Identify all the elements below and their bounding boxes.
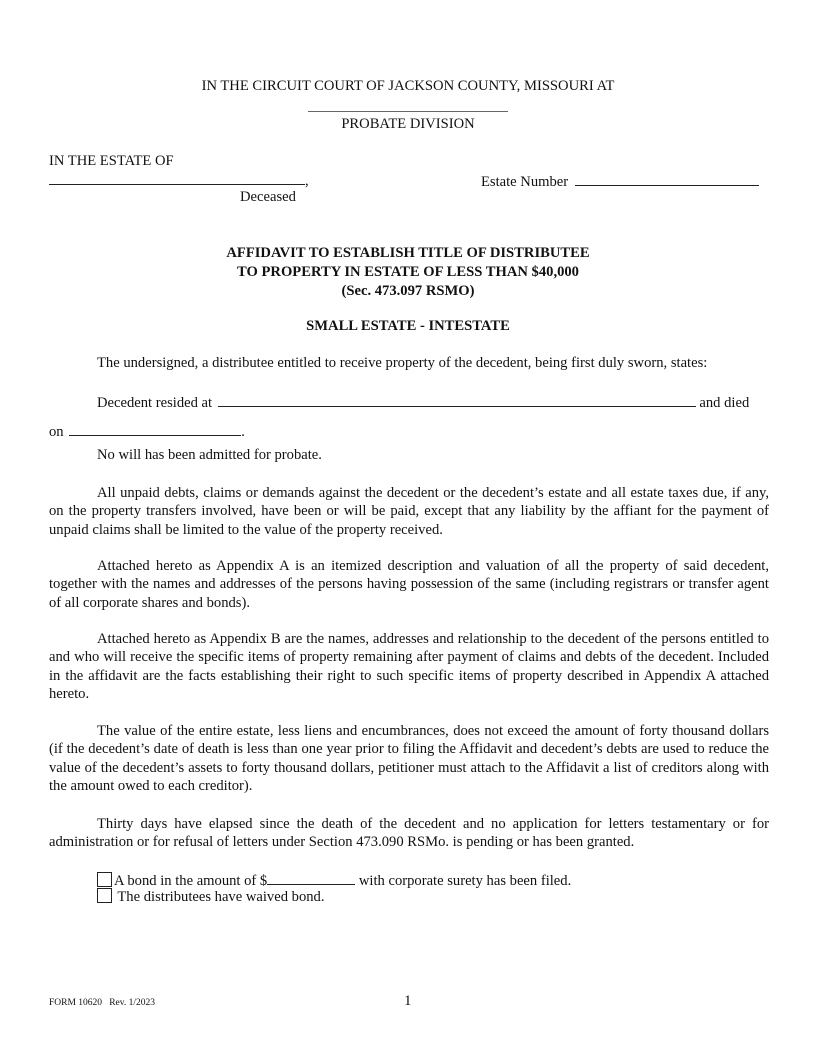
county-location-field[interactable] <box>308 96 508 112</box>
bond-waived-checkbox[interactable] <box>97 888 112 903</box>
on-label: on <box>49 424 64 440</box>
affidavit-title-line3: (Sec. 473.097 RSMO) <box>341 283 475 299</box>
bond-waived-label: The distributees have waived bond. <box>117 889 325 905</box>
deceased-label: Deceased <box>240 189 296 205</box>
residence-field[interactable] <box>218 392 696 407</box>
appendix-b-paragraph: Attached hereto as Appendix B are the names, addresses and relationship to the decedent of the persons entitled to and who will receive the specific items of property remaining after payment of claims and debts of the decedent. Included in the affidavit are the facts establishing their right to such specific items of property described in Appendix A attached hereto. <box>49 631 769 702</box>
estate-value-paragraph: The value of the entire estate, less liens and encumbrances, does not exceed the amount of forty thousand dollars (if the decedent’s date of death is less than one year prior to filing the Affidavit and decedent’s debts are used to reduce the value of the decedent’s assets to forty thousand dollars, petitioner must attach to the Affidavit a list of creditors along with the amount owed to each creditor). <box>49 723 769 794</box>
estate-number-field[interactable] <box>575 171 759 186</box>
debts-paragraph: All unpaid debts, claims or demands against the decedent or the decedent’s estate and all estate taxes due, if any, on the property transfers involved, have been or will be paid, except that any liability by the affiant for the payment of unpaid claims shall be limited to the value of the property received. <box>49 485 769 538</box>
bond-filed-prefix: A bond in the amount of $ <box>114 873 268 889</box>
affidavit-subtitle: SMALL ESTATE - INTESTATE <box>306 318 510 334</box>
on-period: . <box>241 424 245 440</box>
page-number: 1 <box>404 993 412 1009</box>
comma: , <box>305 173 309 189</box>
thirty-days-paragraph: Thirty days have elapsed since the death of the decedent and no application for letters testamentary or for administration or for refusal of letters under Section 473.090 RSMo. is pending or has been granted. <box>49 816 769 851</box>
decedent-name-field[interactable] <box>49 170 305 185</box>
division-label: PROBATE DIVISION <box>341 116 475 132</box>
affidavit-title-line1: AFFIDAVIT TO ESTABLISH TITLE OF DISTRIBUTEE <box>226 245 590 261</box>
form-id-footer <box>49 998 155 1008</box>
bond-filed-checkbox[interactable] <box>97 872 112 887</box>
affidavit-title-line2: TO PROPERTY IN ESTATE OF LESS THAN $40,000 <box>237 264 579 280</box>
estate-of-label: IN THE ESTATE OF <box>49 153 174 169</box>
appendix-a-paragraph: Attached hereto as Appendix A is an itemized description and valuation of all the property of said decedent, together with the names and addresses of the persons having possession of the same (including registrars or transfer agent of all corporate shares and bonds). <box>49 558 769 611</box>
date-of-death-field[interactable] <box>69 421 241 436</box>
court-title: IN THE CIRCUIT COURT OF JACKSON COUNTY, MISSOURI AT <box>201 78 615 94</box>
no-will-statement: No will has been admitted for probate. <box>97 447 322 463</box>
bond-amount-field[interactable] <box>267 870 355 885</box>
intro-statement: The undersigned, a distributee entitled to receive property of the decedent, being first duly sworn, states: <box>97 355 708 371</box>
estate-number-label: Estate Number <box>481 174 569 190</box>
bond-filed-option <box>97 870 571 890</box>
form-id: FORM 10620 <box>49 998 103 1008</box>
resided-suffix: and died <box>699 395 750 411</box>
form-revision: Rev. 1/2023 <box>109 998 156 1008</box>
bond-filed-suffix: with corporate surety has been filed. <box>358 873 572 889</box>
bond-waived-option <box>97 888 324 906</box>
resided-prefix: Decedent resided at <box>97 395 213 411</box>
